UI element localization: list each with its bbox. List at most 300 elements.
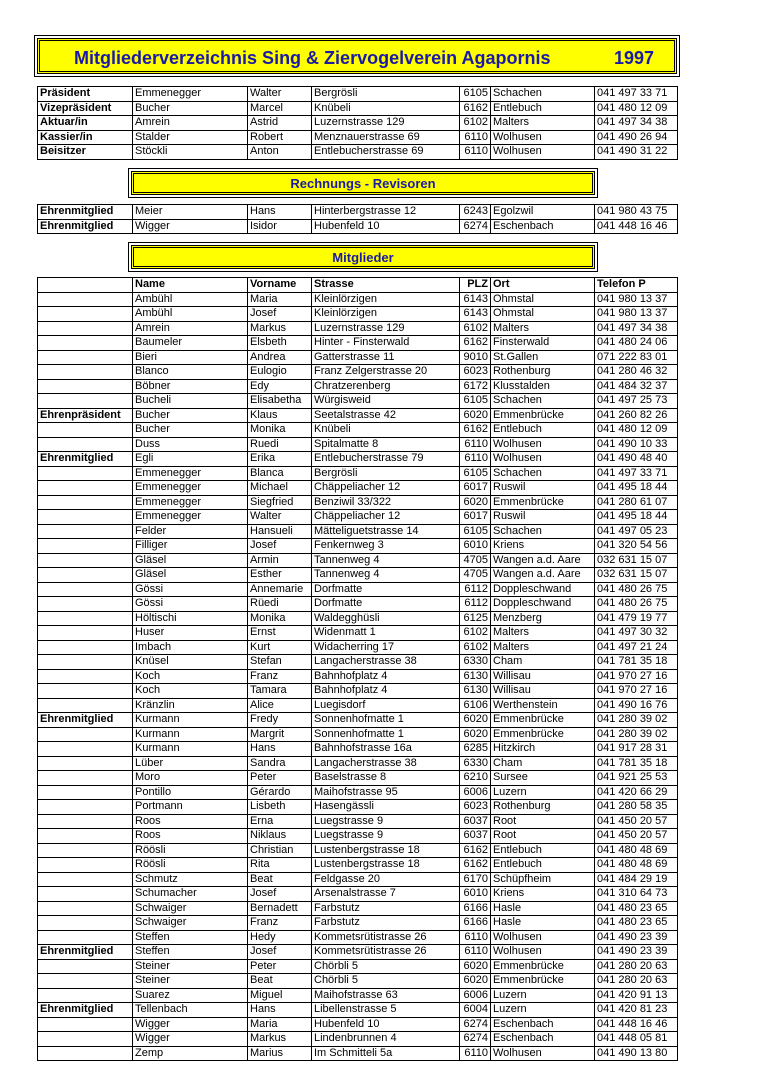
vorname-cell: Ernst [248, 626, 312, 641]
plz-cell: 6105 [460, 394, 491, 409]
ort-cell: Rothenburg [491, 800, 595, 815]
table-row [38, 130, 678, 145]
plz-cell: 6102 [460, 626, 491, 641]
role-cell [38, 698, 133, 713]
ort-cell: Malters [491, 626, 595, 641]
name-cell: Röösli [133, 858, 248, 873]
name-cell: Steffen [133, 945, 248, 960]
name-cell: Zemp [133, 1046, 248, 1061]
strasse-cell: Farbstutz [312, 901, 460, 916]
table-row [38, 1003, 678, 1018]
telefon-cell: 041 781 35 18 [595, 655, 678, 670]
table-row [38, 829, 678, 844]
strasse-cell: Bahnhofplatz 4 [312, 684, 460, 699]
telefon-cell: 041 921 25 53 [595, 771, 678, 786]
role-cell [38, 742, 133, 757]
name-cell: Emmenegger [133, 87, 248, 102]
ort-cell: Luzern [491, 1003, 595, 1018]
strasse-cell: Sonnenhofmatte 1 [312, 727, 460, 742]
role-cell [38, 481, 133, 496]
role-cell [38, 930, 133, 945]
role-cell [38, 901, 133, 916]
plz-cell: 6110 [460, 452, 491, 467]
ort-cell: Sursee [491, 771, 595, 786]
name-cell: Gläsel [133, 568, 248, 583]
strasse-cell: Widacherring 17 [312, 640, 460, 655]
vorname-cell: Hedy [248, 930, 312, 945]
table-row [38, 1017, 678, 1032]
table-row [38, 365, 678, 380]
vorname-cell: Armin [248, 553, 312, 568]
strasse-cell: Hasengässli [312, 800, 460, 815]
telefon-cell: 041 484 29 19 [595, 872, 678, 887]
vorname-cell: Miguel [248, 988, 312, 1003]
vorname-cell: Beat [248, 872, 312, 887]
vorname-cell: Franz [248, 669, 312, 684]
plz-cell: 6023 [460, 800, 491, 815]
telefon-cell: 041 970 27 16 [595, 684, 678, 699]
ort-cell: Schüpfheim [491, 872, 595, 887]
name-cell: Pontillo [133, 785, 248, 800]
ort-cell: Malters [491, 640, 595, 655]
telefon-cell: 041 781 35 18 [595, 756, 678, 771]
plz-cell: 6210 [460, 771, 491, 786]
table-row [38, 698, 678, 713]
table-row [38, 1032, 678, 1047]
strasse-cell: Hinter - Finsterwald [312, 336, 460, 351]
role-cell [38, 843, 133, 858]
role-cell [38, 727, 133, 742]
strasse-cell: Chäppeliacher 12 [312, 510, 460, 525]
name-cell: Stöckli [133, 145, 248, 160]
strasse-cell: Sonnenhofmatte 1 [312, 713, 460, 728]
table-row [38, 481, 678, 496]
telefon-cell: 041 497 34 38 [595, 116, 678, 131]
table-row [38, 814, 678, 829]
table-row [38, 887, 678, 902]
telefon-cell: 041 490 13 80 [595, 1046, 678, 1061]
role-cell: Beisitzer [38, 145, 133, 160]
vorname-cell: Michael [248, 481, 312, 496]
plz-cell: 6110 [460, 930, 491, 945]
role-cell: Vizepräsident [38, 101, 133, 116]
table-row [38, 524, 678, 539]
table-row [38, 901, 678, 916]
telefon-cell: 041 490 16 76 [595, 698, 678, 713]
telefon-cell: 041 480 24 06 [595, 336, 678, 351]
strasse-cell: Lustenbergstrasse 18 [312, 858, 460, 873]
name-cell: Blanco [133, 365, 248, 380]
ort-cell: Luzern [491, 988, 595, 1003]
role-cell: Kassier/in [38, 130, 133, 145]
plz-cell: 6110 [460, 437, 491, 452]
mitglieder-banner [131, 245, 595, 269]
name-cell: Kurmann [133, 713, 248, 728]
table-row [38, 945, 678, 960]
table-row [38, 116, 678, 131]
vorname-cell: Josef [248, 539, 312, 554]
ort-cell: Emmenbrücke [491, 495, 595, 510]
table-row [38, 87, 678, 102]
strasse-cell: Farbstutz [312, 916, 460, 931]
plz-cell: 6330 [460, 655, 491, 670]
ort-cell: Malters [491, 116, 595, 131]
telefon-cell: 041 480 23 65 [595, 916, 678, 931]
role-cell: Ehrenmitglied [38, 205, 133, 220]
telefon-cell: 041 480 26 75 [595, 582, 678, 597]
strasse-cell: Tannenweg 4 [312, 568, 460, 583]
ort-cell: Root [491, 829, 595, 844]
ort-cell: Eschenbach [491, 1017, 595, 1032]
strasse-cell: Strasse [312, 278, 460, 293]
strasse-cell: Lustenbergstrasse 18 [312, 843, 460, 858]
telefon-cell: 041 480 23 65 [595, 901, 678, 916]
name-cell: Filliger [133, 539, 248, 554]
plz-cell: 6017 [460, 481, 491, 496]
ort-cell: Emmenbrücke [491, 408, 595, 423]
role-cell [38, 437, 133, 452]
ort-cell: Cham [491, 756, 595, 771]
role-cell [38, 582, 133, 597]
ort-cell: Finsterwald [491, 336, 595, 351]
ort-cell: Ohmstal [491, 307, 595, 322]
telefon-cell: 041 980 13 37 [595, 292, 678, 307]
vorname-cell: Markus [248, 321, 312, 336]
strasse-cell: Waldegghüsli [312, 611, 460, 626]
plz-cell: 4705 [460, 568, 491, 583]
name-cell: Stalder [133, 130, 248, 145]
vorname-cell: Niklaus [248, 829, 312, 844]
role-cell [38, 988, 133, 1003]
table-row [38, 394, 678, 409]
role-cell [38, 872, 133, 887]
table-row [38, 321, 678, 336]
table-row [38, 307, 678, 322]
telefon-cell: 041 490 31 22 [595, 145, 678, 160]
name-cell: Huser [133, 626, 248, 641]
vorname-cell: Hans [248, 742, 312, 757]
ort-cell: Hitzkirch [491, 742, 595, 757]
name-cell: Bieri [133, 350, 248, 365]
telefon-cell: 041 450 20 57 [595, 829, 678, 844]
vorname-cell: Stefan [248, 655, 312, 670]
name-cell: Felder [133, 524, 248, 539]
strasse-cell: Dorfmatte [312, 597, 460, 612]
telefon-cell: 041 448 05 81 [595, 1032, 678, 1047]
strasse-cell: Würgisweid [312, 394, 460, 409]
telefon-cell: 041 490 10 33 [595, 437, 678, 452]
revisoren-title: Rechnungs - Revisoren [290, 176, 436, 191]
ort-cell: Schachen [491, 524, 595, 539]
plz-cell: 6037 [460, 814, 491, 829]
role-cell [38, 887, 133, 902]
ort-cell: Wolhusen [491, 1046, 595, 1061]
table-row [38, 219, 678, 234]
plz-cell: 6102 [460, 116, 491, 131]
role-cell [38, 495, 133, 510]
name-cell: Portmann [133, 800, 248, 815]
table-row [38, 785, 678, 800]
name-cell: Schwaiger [133, 901, 248, 916]
ort-cell: Wolhusen [491, 145, 595, 160]
vorname-cell: Klaus [248, 408, 312, 423]
ort-cell: Schachen [491, 394, 595, 409]
telefon-cell: 041 497 33 71 [595, 466, 678, 481]
table-row [38, 713, 678, 728]
telefon-cell: 041 495 18 44 [595, 481, 678, 496]
vorname-cell: Erika [248, 452, 312, 467]
telefon-cell: 041 280 20 63 [595, 959, 678, 974]
plz-cell: 6110 [460, 945, 491, 960]
vorname-cell: Maria [248, 292, 312, 307]
name-cell: Böbner [133, 379, 248, 394]
telefon-cell: 041 480 12 09 [595, 101, 678, 116]
strasse-cell: Hubenfeld 10 [312, 1017, 460, 1032]
plz-cell: 6020 [460, 408, 491, 423]
telefon-cell: 041 280 39 02 [595, 713, 678, 728]
ort-cell: Emmenbrücke [491, 727, 595, 742]
name-cell: Roos [133, 829, 248, 844]
strasse-cell: Chörbli 5 [312, 974, 460, 989]
strasse-cell: Dorfmatte [312, 582, 460, 597]
telefon-cell: 041 420 66 29 [595, 785, 678, 800]
plz-cell: 6020 [460, 959, 491, 974]
table-row [38, 756, 678, 771]
role-cell [38, 814, 133, 829]
ort-cell: Wolhusen [491, 930, 595, 945]
strasse-cell: Bahnhofstrasse 16a [312, 742, 460, 757]
ort-cell: Kriens [491, 539, 595, 554]
strasse-cell: Spitalmatte 8 [312, 437, 460, 452]
plz-cell: 6112 [460, 597, 491, 612]
revisoren-banner [131, 171, 595, 195]
name-cell: Meier [133, 205, 248, 220]
ort-cell: Root [491, 814, 595, 829]
telefon-cell: 041 480 12 09 [595, 423, 678, 438]
table-row [38, 872, 678, 887]
ort-cell: Cham [491, 655, 595, 670]
plz-cell: 6143 [460, 307, 491, 322]
vorname-cell: Markus [248, 1032, 312, 1047]
strasse-cell: Langacherstrasse 38 [312, 655, 460, 670]
vorname-cell: Peter [248, 959, 312, 974]
plz-cell: 6170 [460, 872, 491, 887]
role-cell: Ehrenmitglied [38, 713, 133, 728]
strasse-cell: Luegstrasse 9 [312, 829, 460, 844]
strasse-cell: Luzernstrasse 129 [312, 321, 460, 336]
name-cell: Steiner [133, 974, 248, 989]
strasse-cell: Kommetsrütistrasse 26 [312, 930, 460, 945]
name-cell: Bucher [133, 408, 248, 423]
strasse-cell: Im Schmitteli 5a [312, 1046, 460, 1061]
role-cell [38, 524, 133, 539]
name-cell: Gössi [133, 582, 248, 597]
ort-cell: Wolhusen [491, 130, 595, 145]
plz-cell: 6023 [460, 365, 491, 380]
telefon-cell: 041 497 34 38 [595, 321, 678, 336]
table-row [38, 205, 678, 220]
name-cell: Tellenbach [133, 1003, 248, 1018]
strasse-cell: Kleinlörzigen [312, 307, 460, 322]
role-cell [38, 800, 133, 815]
strasse-cell: Lindenbrunnen 4 [312, 1032, 460, 1047]
plz-cell: 6102 [460, 640, 491, 655]
strasse-cell: Luzernstrasse 129 [312, 116, 460, 131]
table-row [38, 988, 678, 1003]
ort-cell: Doppleschwand [491, 582, 595, 597]
name-cell: Schumacher [133, 887, 248, 902]
vorname-cell: Elsbeth [248, 336, 312, 351]
vorname-cell: Annemarie [248, 582, 312, 597]
table-row [38, 1046, 678, 1061]
role-cell [38, 655, 133, 670]
plz-cell: 6106 [460, 698, 491, 713]
ort-cell: Emmenbrücke [491, 959, 595, 974]
role-cell [38, 568, 133, 583]
vorname-cell: Ruedi [248, 437, 312, 452]
plz-cell: 6130 [460, 669, 491, 684]
plz-cell: 6020 [460, 713, 491, 728]
vorname-cell: Robert [248, 130, 312, 145]
plz-cell: 6274 [460, 219, 491, 234]
name-cell: Amrein [133, 321, 248, 336]
ort-cell: Willisau [491, 684, 595, 699]
strasse-cell: Entlebucherstrasse 79 [312, 452, 460, 467]
strasse-cell: Baselstrasse 8 [312, 771, 460, 786]
vorname-cell: Fredy [248, 713, 312, 728]
ort-cell: Eschenbach [491, 219, 595, 234]
name-cell: Suarez [133, 988, 248, 1003]
role-cell [38, 1046, 133, 1061]
plz-cell: 6020 [460, 727, 491, 742]
table-row [38, 800, 678, 815]
plz-cell: 6243 [460, 205, 491, 220]
vorname-cell: Hans [248, 1003, 312, 1018]
plz-cell: 6020 [460, 974, 491, 989]
ort-cell: Wangen a.d. Aare [491, 553, 595, 568]
name-cell: Ambühl [133, 292, 248, 307]
strasse-cell: Widenmatt 1 [312, 626, 460, 641]
name-cell: Duss [133, 437, 248, 452]
telefon-cell: 041 495 18 44 [595, 510, 678, 525]
role-cell [38, 350, 133, 365]
name-cell: Schwaiger [133, 916, 248, 931]
role-cell [38, 959, 133, 974]
telefon-cell: 041 490 23 39 [595, 930, 678, 945]
role-cell [38, 829, 133, 844]
name-cell: Gössi [133, 597, 248, 612]
plz-cell: 6330 [460, 756, 491, 771]
telefon-cell: 032 631 15 07 [595, 553, 678, 568]
strasse-cell: Bergrösli [312, 466, 460, 481]
table-row [38, 640, 678, 655]
name-cell: Bucher [133, 423, 248, 438]
role-cell [38, 1032, 133, 1047]
vorname-cell: Isidor [248, 219, 312, 234]
vorname-cell: Kurt [248, 640, 312, 655]
plz-cell: 6110 [460, 1046, 491, 1061]
name-cell: Röösli [133, 843, 248, 858]
name-cell: Kränzlin [133, 698, 248, 713]
plz-cell: 6006 [460, 785, 491, 800]
telefon-cell: 041 280 61 07 [595, 495, 678, 510]
role-cell: Präsident [38, 87, 133, 102]
vorname-cell: Walter [248, 87, 312, 102]
vorname-cell: Blanca [248, 466, 312, 481]
role-cell: Ehrenpräsident [38, 408, 133, 423]
telefon-cell: 041 280 46 32 [595, 365, 678, 380]
plz-cell: 6125 [460, 611, 491, 626]
ort-cell: Willisau [491, 669, 595, 684]
plz-cell: 6166 [460, 916, 491, 931]
telefon-cell: 041 280 20 63 [595, 974, 678, 989]
name-cell: Bucher [133, 101, 248, 116]
revisoren-table [37, 204, 678, 234]
name-cell: Knüsel [133, 655, 248, 670]
telefon-cell: 041 479 19 77 [595, 611, 678, 626]
table-row [38, 101, 678, 116]
vorname-cell: Siegfried [248, 495, 312, 510]
ort-cell: Wangen a.d. Aare [491, 568, 595, 583]
mitglieder-title: Mitglieder [332, 250, 394, 265]
telefon-cell: 041 310 64 73 [595, 887, 678, 902]
table-row [38, 379, 678, 394]
table-row [38, 437, 678, 452]
role-cell [38, 510, 133, 525]
name-cell: Ambühl [133, 307, 248, 322]
plz-cell: 6143 [460, 292, 491, 307]
name-cell: Emmenegger [133, 481, 248, 496]
strasse-cell: Kleinlörzigen [312, 292, 460, 307]
plz-cell: 6105 [460, 524, 491, 539]
vorname-cell: Christian [248, 843, 312, 858]
role-cell: Ehrenmitglied [38, 945, 133, 960]
telefon-cell: 041 320 54 56 [595, 539, 678, 554]
ort-cell: Egolzwil [491, 205, 595, 220]
vorname-cell: Esther [248, 568, 312, 583]
telefon-cell: 041 450 20 57 [595, 814, 678, 829]
strasse-cell: Knübeli [312, 423, 460, 438]
telefon-cell: 041 480 48 69 [595, 858, 678, 873]
name-cell: Wigger [133, 1017, 248, 1032]
role-cell: Aktuar/in [38, 116, 133, 131]
vorname-cell: Maria [248, 1017, 312, 1032]
strasse-cell: Luegisdorf [312, 698, 460, 713]
name-cell: Egli [133, 452, 248, 467]
plz-cell: 6112 [460, 582, 491, 597]
ort-cell: Schachen [491, 466, 595, 481]
ort-cell: Menzberg [491, 611, 595, 626]
name-cell: Amrein [133, 116, 248, 131]
role-cell [38, 336, 133, 351]
ort-cell: Rothenburg [491, 365, 595, 380]
strasse-cell: Knübeli [312, 101, 460, 116]
ort-cell: Entlebuch [491, 843, 595, 858]
vorname-cell: Anton [248, 145, 312, 160]
telefon-cell: 041 497 21 24 [595, 640, 678, 655]
plz-cell: 6166 [460, 901, 491, 916]
telefon-cell: Telefon P [595, 278, 678, 293]
name-cell: Lüber [133, 756, 248, 771]
role-cell [38, 394, 133, 409]
telefon-cell: 041 497 33 71 [595, 87, 678, 102]
strasse-cell: Maihofstrasse 63 [312, 988, 460, 1003]
strasse-cell: Langacherstrasse 38 [312, 756, 460, 771]
strasse-cell: Feldgasse 20 [312, 872, 460, 887]
role-cell [38, 278, 133, 293]
strasse-cell: Maihofstrasse 95 [312, 785, 460, 800]
plz-cell: 6037 [460, 829, 491, 844]
